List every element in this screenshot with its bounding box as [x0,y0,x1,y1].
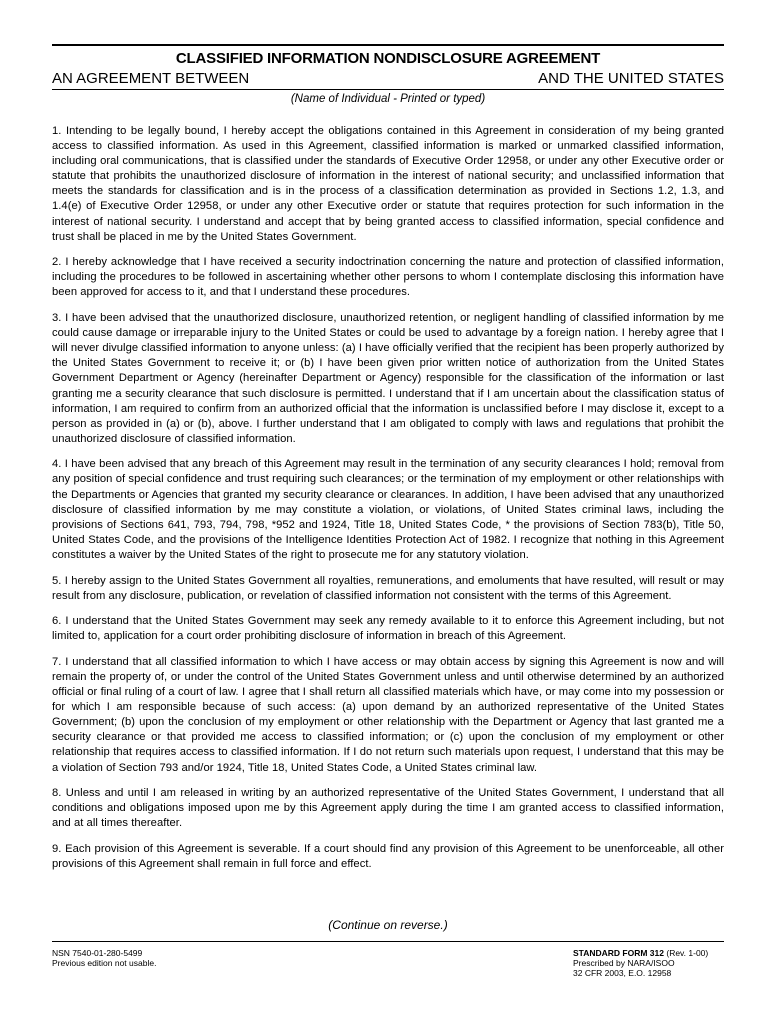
paragraph-9: 9. Each provision of this Agreement is severable. If a court should find any provision of this Agreement to be unenforceable, all other provisions of this Agreement shall remain in full force and effect. [52,842,724,871]
prescribed-by: Prescribed by NARA/ISOO [573,958,675,968]
paragraph-6: 6. I understand that the United States Government may seek any remedy available to it to enforce this Agreement including, but not limited to, application for a court order prohibiting disclosure of information in breach of this Agreement. [52,615,724,643]
paragraph-7: 7. I understand that all classified information to which I have access or may obtain access by signing this Agreement is now and will remain the property of, or under the control of the United States Government unless and until otherwise determined by an authorized official or final ruling of a court of law. I agree that I shall return all classified materials which have, or may come into my possession or for which I am responsible because of such access: (a) upon demand by an authorized representative of the United States Government; (b) upon the conclusion of my employment or other relationship with the Department or Agency that last granted me a security clearance or that provided me access to classified information; or (c) upon the conclusion of my employment or other relationship that requires access to classified information. If I do not return such materials upon request, I understand that this may be a violation of Section 793 and/or 1924, Title 18, United States Code, a United States criminal law. [52,655,724,774]
paragraph-1: 1. Intending to be legally bound, I hereby accept the obligations contained in this Agreement in consideration of my being granted access to classified information. As used in this Agreement, classified information is marked or unmarked classified information, including oral communications, that is classified under the standards of Executive Order 12958, or under any other Executive order or statute that prohibits the unauthorized disclosure of information in the interest of national security; and unclassified information that meets the standards for classification and is in the process of a classification determination as provided in Sections 1.2, 1.3, and 1.4(e) of Executive Order 12958, or under any other Executive order or statute that requires protection for such information in the interest of national security. I understand and accept that by being granted access to classified information, special confidence and trust shall be placed in me by the United States Government. [52,125,724,243]
individual-name-line[interactable] [52,89,724,90]
previous-edition-note: Previous edition not usable. [52,958,157,968]
paragraph-5: 5. I hereby assign to the United States Government all royalties, remunerations, and emoluments that have resulted, will result or may result from any disclosure, publication, or revelation of classified information not consistent with the terms of this Agreement. [52,574,724,602]
paragraph-4: 4. I have been advised that any breach of this Agreement may result in the termination of any security clearances I hold; removal from any position of special confidence and trust requiring such clearances; or the termination of my employment or other relationships with the Departments or Agencies that granted my security clearance or clearances. In addition, I have been advised that any unauthorized disclosure of classified information by me may constitute a violation, or violations, of United States criminal laws, including the provisions of Sections 641, 793, 794, 798, *952 and 1924, Title 18, United States Code, * the provisions of Section 783(b), Title 50, United States Code, and the provisions of the Intelligence Identities Protection Act of 1982. I recognize that nothing in this Agreement constitutes a waiver by the United States of the right to prosecute me for any statutory violation. [52,458,724,561]
agreement-body [52,124,724,883]
agreement-between-label: AN AGREEMENT BETWEEN [52,70,250,87]
form-revision: (Rev. 1-00) [664,948,709,958]
paragraph-3: 3. I have been advised that the unauthorized disclosure, unauthorized retention, or negligent handling of classified information by me could cause damage or irreparable injury to the United States or could be used to advantage by a foreign nation. I hereby agree that I will never divulge classified information to anyone unless: (a) I have officially verified that the recipient has been properly authorized by the United States Government to receive it; or (b) I have been given prior written notice of authorization from the United States Government Department or Agency (hereinafter Department or Agency) responsible for the classification of the information or last granting me a security clearance that such disclosure is permitted. I understand that if I am uncertain about the classification status of information, I am required to confirm from an authorized official that the information is unclassified before I may disclose it, except to a person as provided in (a) or (b), above. I further understand that I am obligated to comply with laws and regulations that prohibit the unauthorized disclosure of classified information. [52,312,724,445]
paragraph-2: 2. I hereby acknowledge that I have received a security indoctrination concerning the nature and protection of classified information, including the procedures to be followed in ascertaining whether other persons to whom I contemplate disclosing this information have been approved for access to it, and that I understand these procedures. [52,256,724,299]
form-identifier [573,948,708,958]
top-rule [52,44,724,46]
united-states-label: AND THE UNITED STATES [538,70,724,87]
form-name: STANDARD FORM 312 [573,948,664,958]
name-caption: (Name of Individual - Printed or typed) [290,93,486,105]
continue-note: (Continue on reverse.) [328,918,448,932]
nsn-number: NSN 7540-01-280-5499 [52,948,143,958]
footer-right [573,948,708,978]
footer-rule [52,941,724,942]
agreement-parties-row [52,70,724,90]
paragraph-8: 8. Unless and until I am released in writing by an authorized representative of the United States Government, I understand that all conditions and obligations imposed upon me by this Agreement apply during the time I am granted access to classified information, and at all times thereafter. [52,787,724,830]
cfr-reference: 32 CFR 2003, E.O. 12958 [573,968,672,978]
form-title: CLASSIFIED INFORMATION NONDISCLOSURE AGREEMENT [175,50,601,67]
footer-left [52,948,156,968]
